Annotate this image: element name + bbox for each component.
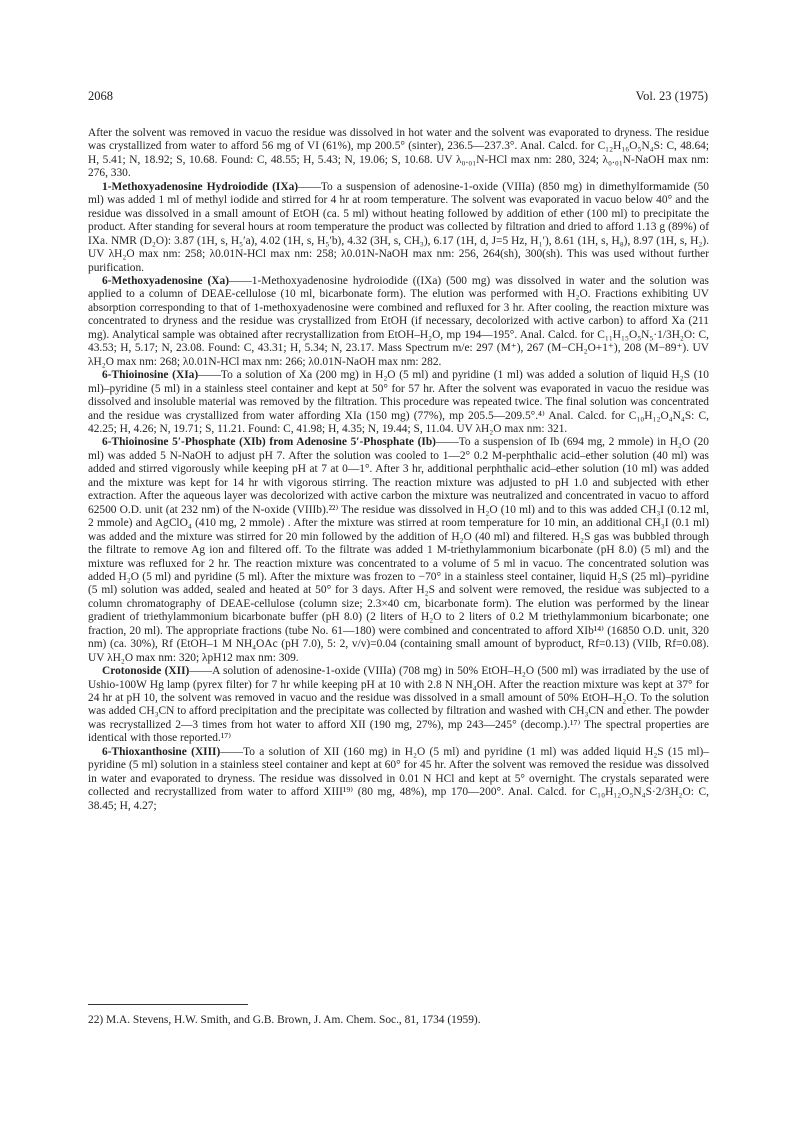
paragraph-crotonoside: [88, 665, 709, 746]
paragraph-text: After the solvent was removed in vacuo the residue was dissolved in hot water and the solvent was evaporated to dryness. The residue was crystallized from water to afford 56 mg of VI (61%), mp 200.5° (sinter), 236.5—237.3°. Anal. Calcd. for C₁₂H₁₆O₅N₄S: C, 48.64; H, 5.41; N, 18.92; S, 10.68. Found: C, 48.55; H, 5.43; N, 19.06; S, 10.68. UV λ₀.₀₁N-HCl max nm: 280, 324; λ₀.₀₁N-NaOH max nm: 276, 330.: [88, 127, 709, 180]
paragraph-1-methoxyadenosine: [88, 181, 709, 275]
running-header: [88, 89, 708, 109]
paragraph-text: ——To a solution of Xa (200 mg) in H₂O (5 ml) and pyridine (1 ml) was added a solution of liquid H₂S (10 ml)–pyridine (5 ml) in a stainless steel container and kept at 50° for 57 hr. After the solvent was evaporated in vacuo the residue was dissolved and insoluble material was removed by the filtration. This procedure was repeated twice. The final solution was concentrated and the residue was crystallized from water affording XIa (150 mg) (77%), mp 205.5—209.5°.⁴⁾ Anal. Calcd. for C₁₀H₁₂O₄N₄S: C, 42.25; H, 4.26; N, 19.71; S, 11.21. Found: C, 41.98; H, 4.35; N, 19.44; S, 11.04. UV λH₂O max nm: 321.: [88, 369, 709, 435]
journal-volume: Vol. 23 (1975): [635, 89, 708, 103]
paragraph-6-thioinosine-phosphate: [88, 436, 709, 665]
section-heading: Crotonoside (XII): [102, 665, 190, 678]
footnote-divider: [88, 1004, 248, 1005]
paragraph-text: ——To a suspension of adenosine-1-oxide (VIIIa) (850 mg) in dimethylformamide (50 ml) was added 1 ml of methyl iodide and stirred for 4 hr at room temperature. The solvent was evaporated in vacuo below 40° and the residue was dissolved in a small amount of EtOH (ca. 5 ml) without heating followed by addition of ether (100 ml) to precipitate the product. After standing for several hours at room temperature the product was collected by filtration and dried to afford 1.13 g (89%) of IXa. NMR (D₂O): 3.87 (1H, s, H₅′a), 4.02 (1H, s, H₅′b), 4.32 (3H, s, CH₃), 6.17 (1H, d, J=5 Hz, H₁′), 8.61 (1H, s, H₈), 8.97 (1H, s, H₂). UV λH₂O max nm: 258; λ0.01N-HCl max nm: 258; λ0.01N-NaOH max nm: 256, 264(sh), 300(sh). This was used without further purification.: [88, 180, 710, 274]
paragraph-6-methoxyadenosine: [88, 275, 709, 369]
section-heading: 6-Thioinosine (XIa): [102, 369, 199, 382]
paragraph-6-thioxanthosine: [88, 746, 709, 813]
page-number: 2068: [88, 89, 113, 103]
paragraph-text: ——A solution of adenosine-1-oxide (VIIIa) (708 mg) in 50% EtOH–H₂O (500 ml) was irradiated by the use of Ushio-100W Hg lamp (pyrex filter) for 7 hr while keeping pH at 10 with 2.8 N NH₄OH. After the reaction mixture was kept at 37° for 24 hr at pH 10, the solvent was removed in vacuo and the residue was dissolved in a small amount of 50% EtOH–H₂O. To the solution was added CH₃CN to afford precipitation and the precipitate was collected by filtration and washed with CH₃CN and ether. The powder was recrystallized 2—3 times from hot water to afford XII (190 mg, 27%), mp 243—245° (decomp.).¹⁷⁾ The spectral properties are identical with those reported.¹⁷⁾: [88, 665, 709, 745]
section-heading: 6-Thioinosine 5′-Phosphate (XIb) from Adenosine 5′-Phosphate (Ib): [102, 436, 436, 449]
paragraph-text: ——To a solution of XII (160 mg) in H₂O (5 ml) and pyridine (1 ml) was added liquid H₂S (15 ml)–pyridine (5 ml) solution in a stainless steel container and kept at 60° for 45 hr. After the solvent was removed the residue was dissolved in water and evaporated to dryness. The residue was dissolved in 0.01 N HCl and kept at 5° overnight. The crystals separated were collected and recrystallized from water to afford XIII¹⁹⁾ (80 mg, 48%), mp 170—200°. Anal. Calcd. for C₁₀H₁₂O₅N₄S·2/3H₂O: C, 38.45; H, 4.27;: [88, 745, 710, 812]
paragraph-text: ——1-Methoxyadenosine hydroiodide ((IXa) (500 mg) was dissolved in water and the solution was applied to a column of DEAE-cellulose (10 ml, bicarbonate form). The elution was performed with H₂O. Fractions exhibiting UV absorption corresponding to that of 1-methoxyadenosine were combined and refluxed for 3 hr. After cooling, the reaction mixture was concentrated to dryness and the residue was crystallized from EtOH (if necessary, decolorized with active carbon) to afford Xa (211 mg). Analytical sample was obtained after recrystallization from EtOH–H₂O, mp 194—195°. Anal. Calcd. for C₁₁H₁₅O₅N₅·1/3H₂O: C, 43.53; H, 5.17; N, 23.08. Found: C, 43.31; H, 5.34; N, 23.17. Mass Spectrum m/e: 297 (M⁺), 267 (M−CH₂O+1⁺), 208 (M−89⁺). UV λH₂O max nm: 268; λ0.01N-HCl max nm: 266; λ0.01N-NaOH max nm: 282.: [88, 274, 709, 368]
paragraph-workup: [88, 127, 709, 181]
section-heading: 6-Thioxanthosine (XIII): [102, 745, 221, 758]
footnote-22: 22) M.A. Stevens, H.W. Smith, and G.B. Brown, J. Am. Chem. Soc., 81, 1734 (1959).: [88, 1014, 481, 1026]
section-heading: 1-Methoxyadenosine Hydroiodide (IXa): [102, 180, 299, 193]
paragraph-6-thioinosine: [88, 369, 709, 436]
paragraph-text: ——To a suspension of Ib (694 mg, 2 mmole) in H₂O (20 ml) was added 5 N-NaOH to adjust pH 7. After the solution was cooled to 1—2° 0.2 M-perphthalic acid–ether solution (40 ml) was added and stirred vigorously while keeping pH at 7 at 0—1°. After 3 hr, additional perphthalic acid–ether solution (10 ml) was added and the mixture was kept for 14 hr with vigorous stirring. The reaction mixture was adjusted to pH 1.0 and subjected with ether extraction. After the aqueous layer was decolorized with active carbon the mixture was neutralized and concentrated in vacuo to afford 62500 O.D. unit (at 232 nm) of the N-oxide (VIIIb).²²⁾ The residue was dissolved in H₂O (10 ml) and to this was added CH₃I (0.12 ml, 2 mmole) and AgClO₄ (410 mg, 2 mmole) . After the mixture was stirred at room temperature for 10 min, an additional CH₃I (0.1 ml) was added and the mixture was stirred for 20 min followed by the addition of H₂O (40 ml) and filtered. H₂S gas was bubbled through the filtrate to remove Ag ion and filtered off. To the filtrate was added 1 M-triethylammonium bicarbonate (pH 8.0) (5 ml) and the mixture was refluxed for 2 hr. The reaction mixture was concentrated to a volume of 5 ml in vacuo. The concentrated solution was added H₂O (5 ml) and pyridine (5 ml). After the mixture was frozen to −70° in a stainless steel container, liquid H₂S (25 ml)–pyridine (5 ml) solution was added, sealed and heated at 50° for 3 days. After H₂S and solvent were removed, the residue was subjected to a column chromatography of DEAE-cellulose (column size; 2.3×40 cm, bicarbonate form). The elution was performed by the linear gradient of triethylammonium bicarbonate buffer (pH 8.0) (2 liters of H₂O to 2 liters of 0.2 M triethylammonium bicarbonate; one fraction, 20 ml). The appropriate fractions (tube No. 61—180) were combined and concentrated to afford XIb¹⁴⁾ (16850 O.D. unit, 320 nm) (ca. 30%), Rf (EtOH–1 M NH₄OAc (pH 7.0), 5: 2, v/v)=0.04 (containing small amount of byproduct, Rf=0.13) (VIIb, Rf=0.08). UV λH₂O max nm: 320; λpH12 max nm: 309.: [88, 436, 709, 664]
article-body: [88, 127, 709, 813]
section-heading: 6-Methoxyadenosine (Xa): [102, 274, 230, 287]
